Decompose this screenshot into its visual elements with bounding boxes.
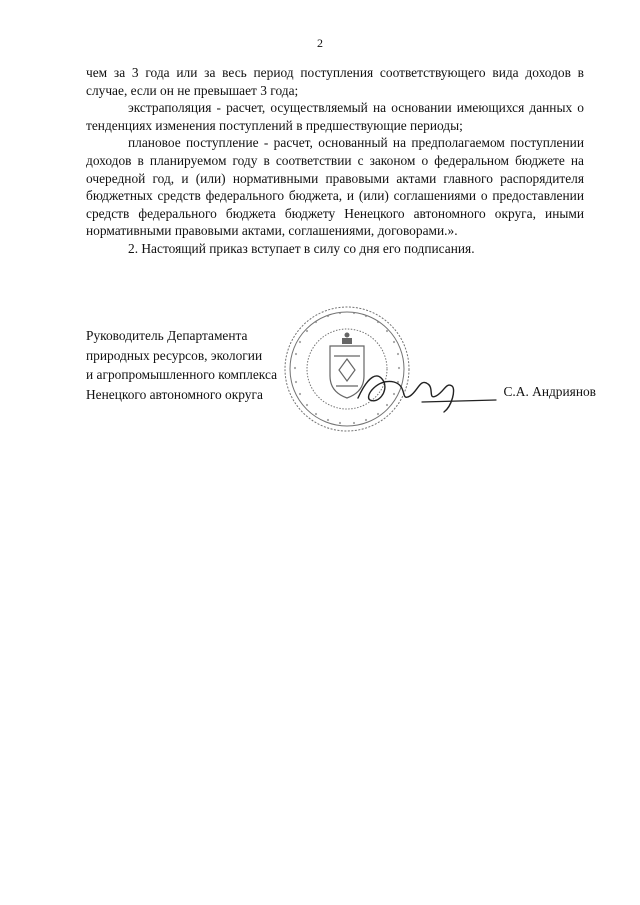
signatory-name: С.А. Андриянов (503, 384, 596, 399)
signatory-title (86, 326, 277, 404)
paragraph-planned-revenue: плановое поступление - расчет, основанный на предполагаемом поступлении доходов в планируемом году в соответствии с законом о федеральном бюджете на очередной год, и (или) нормативными правовыми актами главного распорядителя бюджетных средств федерального бюджета, и (или) соглашениями о предоставлении средств федерального бюджета бюджету Ненецкого автономного округа, иными нормативными правовыми актами, соглашениями, договорами.». (86, 135, 584, 239)
document-body (86, 64, 584, 258)
handwritten-signature-icon (348, 356, 498, 416)
signatory-title-line: Ненецкого автономного округа (86, 386, 263, 402)
signatory-title-line: Руководитель Департамента (86, 328, 248, 343)
paragraph-extrapolation: экстраполяция - расчет, осуществляемый на основании имеющихся данных о тенденциях изменения поступлений в предшествующие периоды; (86, 100, 584, 133)
signatory-title-line: и агропромышленного комплекса (86, 367, 278, 383)
signature-block (86, 326, 606, 436)
signatory-title-line: природных ресурсов, экологии (86, 347, 263, 363)
page-number: 2 (317, 36, 323, 50)
paragraph-continuation: чем за 3 года или за весь период поступления соответствующего вида доходов в случае, если он не превышает 3 года; (86, 65, 584, 98)
paragraph-effective-date: 2. Настоящий приказ вступает в силу со дня его подписания. (128, 240, 475, 256)
